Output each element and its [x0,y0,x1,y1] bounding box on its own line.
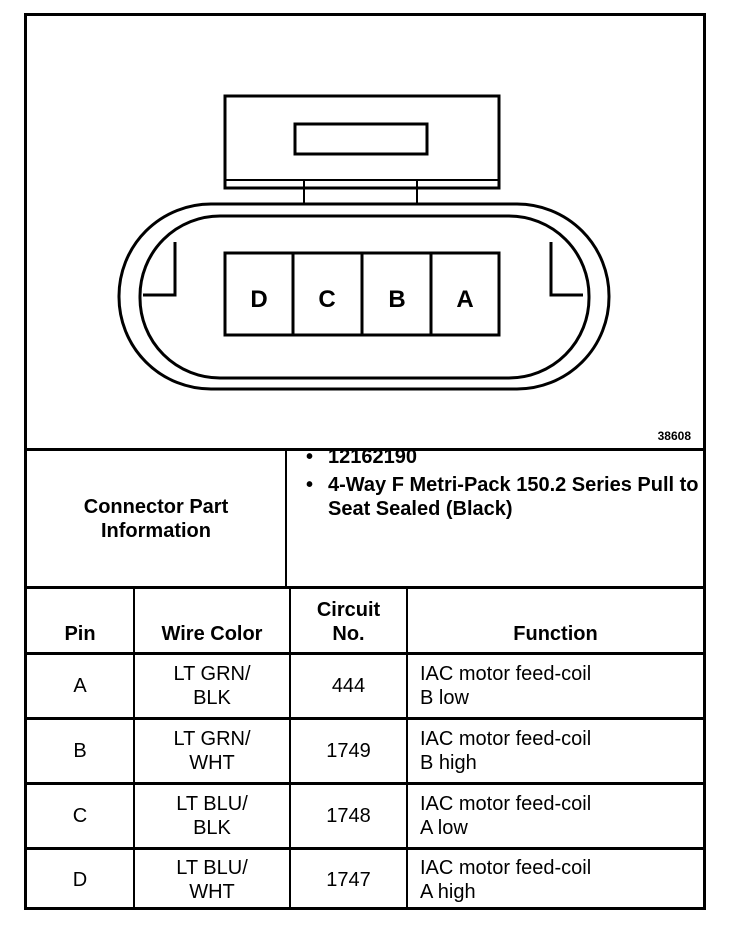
row-a-pin: A [73,675,87,697]
pin-label-b: B [388,286,406,313]
row-d-circuit: 1747 [326,869,371,891]
row-a-wire-color: LT GRN/ BLK [173,663,251,709]
connector-info-list [300,445,700,525]
row-b-pin: B [73,740,87,762]
row-b-function: IAC motor feed-coil B high [420,728,592,774]
pin-label-d: D [250,286,268,313]
connector-info-item: • 12162190 [306,446,417,468]
row-d-wire-color: LT BLU/ WHT [176,857,248,903]
figure-number: 38608 [657,429,691,443]
row-c-wire-color: LT BLU/ BLK [176,793,248,839]
row-b-wire-color: LT GRN/ WHT [173,728,251,774]
row-d-function: IAC motor feed-coil A high [420,857,592,903]
bullet-icon: • [306,446,314,468]
pin-label-a: A [456,286,474,313]
pin-label-c: C [318,286,336,313]
header-pin: Pin [64,623,96,645]
row-a-circuit: 444 [331,675,366,697]
row-c-function: IAC motor feed-coil A low [420,793,592,839]
header-function: Function [513,623,598,645]
divider-info [285,448,287,586]
connector-info-label: Connector Part Information [83,495,229,542]
row-d-pin: D [72,869,88,891]
row-b-circuit: 1749 [326,740,371,762]
connector-info-item: • 4-Way F Metri-Pack 150.2 Series Pull to Seat Sealed (Black) [306,474,699,520]
row-c-pin: C [72,805,88,827]
row-a-function: IAC motor feed-coil B low [420,663,592,709]
latch-tab [295,124,427,154]
header-circuit-no: Circuit No. [316,599,381,645]
connector-inner-body [140,216,589,378]
connector-drawing [27,16,703,448]
latch-housing [225,96,499,188]
row-c-circuit: 1748 [326,805,371,827]
bullet-icon: • [306,474,314,496]
connector-diagram [27,16,703,448]
header-wire-color: Wire Color [161,623,263,645]
